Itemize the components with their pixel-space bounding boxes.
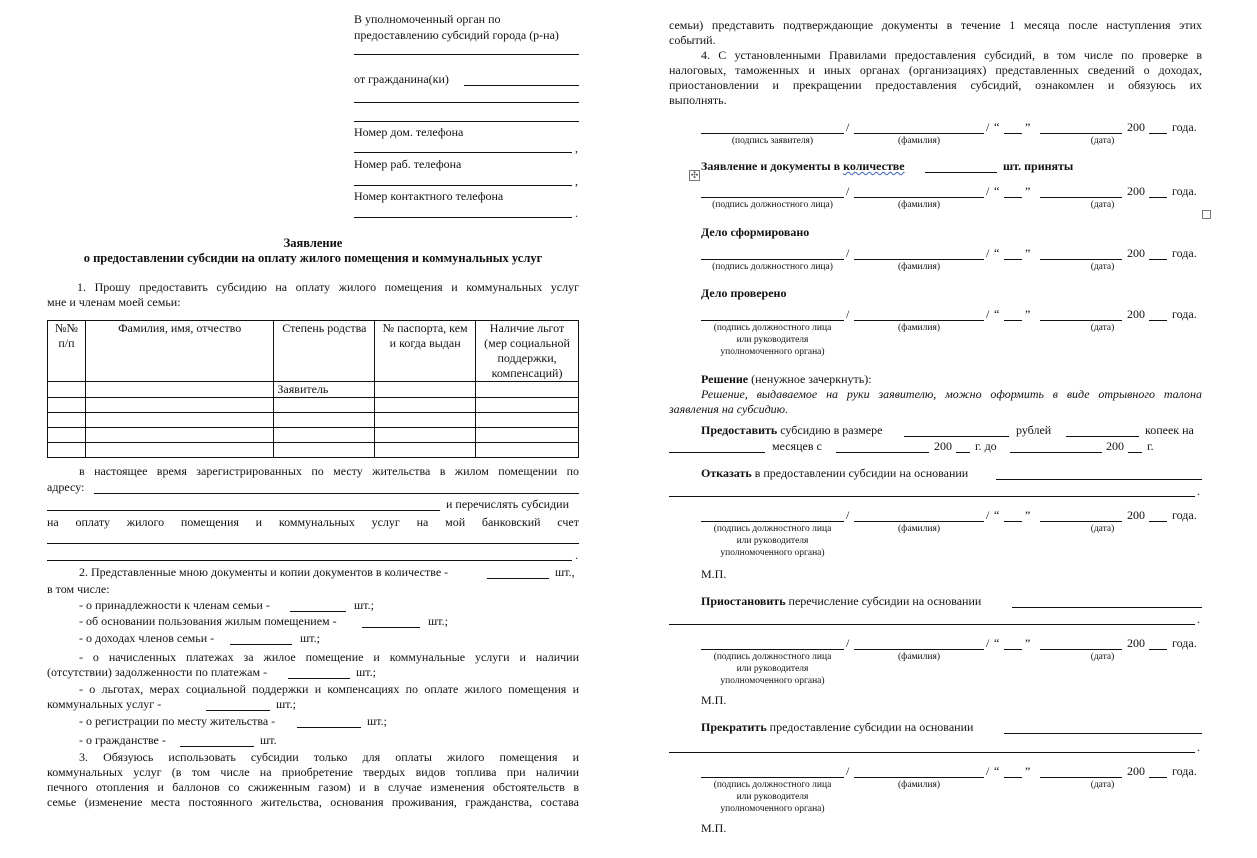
quote: ”: [1025, 508, 1031, 522]
grant-amount-field[interactable]: [904, 436, 1009, 437]
resize-handle-icon[interactable]: [1202, 210, 1211, 219]
col-number: №№ п/п: [48, 321, 86, 382]
debt-line1: - о начисленных платежах за жилое помещение и коммунальные услуги и наличии: [79, 650, 579, 664]
signature-field[interactable]: [701, 777, 844, 778]
p4-line2: налоговых, таможенных и иных органах (организациях) представленных сведений о доходах,: [669, 63, 1202, 77]
start-date-field[interactable]: [836, 452, 929, 453]
family-table: [47, 320, 579, 458]
signature-field[interactable]: [701, 649, 844, 650]
p3-line2: коммунальных услуг (в том числе на приобретение твердых видов топлива при наличии: [47, 765, 579, 779]
phone-home-label: Номер дом. телефона: [354, 125, 464, 139]
signature-field[interactable]: [701, 259, 844, 260]
slash: /: [846, 636, 850, 650]
phone-contact-field[interactable]: [354, 217, 572, 218]
case-formed-label: Дело сформировано: [701, 225, 810, 239]
year-field[interactable]: [1149, 259, 1167, 260]
docs-accepted-count-field[interactable]: [925, 172, 997, 173]
signature-caption: или руководителя: [736, 335, 809, 345]
citizen-name-field-2[interactable]: [354, 102, 579, 103]
slash: /: [846, 120, 850, 134]
item-income-field[interactable]: [230, 644, 292, 645]
surname-caption: (фамилия): [898, 262, 940, 272]
docs-accepted-label: Заявление и документы в количестве: [701, 159, 905, 173]
date-caption: (дата): [1090, 652, 1115, 662]
col-passport: № паспорта, кем и когда выдан: [375, 321, 476, 382]
signature-caption: (подпись должностного лица: [713, 524, 832, 534]
month-field[interactable]: [1040, 133, 1122, 134]
day-field[interactable]: [1004, 649, 1022, 650]
quote: ”: [1025, 246, 1031, 260]
year-label: года.: [1172, 120, 1197, 134]
signature-field[interactable]: [701, 133, 844, 134]
to-org-line1: В уполномоченный орган по: [354, 12, 501, 26]
slash: /: [986, 508, 990, 522]
date-caption: (дата): [1090, 323, 1115, 333]
quote: ”: [1025, 120, 1031, 134]
p3-line3: печного отопления и баллонов со сжиженным газом) и в случае изменения обстоятельств в: [47, 780, 579, 794]
quote: “: [994, 307, 1000, 321]
table-row: [48, 413, 579, 428]
col-relation: Степень родства: [274, 321, 375, 382]
slash: /: [986, 764, 990, 778]
item-citizenship-field[interactable]: [180, 746, 254, 747]
signature-caption: уполномоченного органа): [720, 347, 825, 357]
date-caption: (дата): [1090, 262, 1115, 272]
pcs-label: шт.;: [276, 697, 296, 711]
quote: “: [994, 120, 1000, 134]
day-field[interactable]: [1004, 320, 1022, 321]
quote: “: [994, 764, 1000, 778]
dot: .: [575, 206, 578, 220]
signature-caption: или руководителя: [736, 664, 809, 674]
year-end-label: г.: [1147, 439, 1154, 453]
p4-line4: выполнять.: [669, 93, 727, 107]
year-label: года.: [1172, 246, 1197, 260]
signature-caption: (подпись должностного лица): [712, 200, 833, 210]
docs-count-field[interactable]: [487, 578, 549, 579]
kopecks-label: копеек на: [1145, 423, 1194, 437]
year-prefix: 200: [1127, 184, 1145, 198]
stamp-place-label: М.П.: [701, 567, 727, 581]
year-prefix: 200: [1127, 764, 1145, 778]
quote: “: [994, 184, 1000, 198]
suspend-label: Приостановить перечисление субсидии на основании: [701, 594, 982, 608]
year-prefix: 200: [1127, 508, 1145, 522]
item-housing: - об основании пользования жилым помещением -: [79, 614, 337, 628]
surname-caption: (фамилия): [898, 323, 940, 333]
date-caption: (дата): [1090, 780, 1115, 790]
p1-line1: 1. Прошу предоставить субсидию на оплату жилого помещения и коммунальных услуг: [77, 280, 579, 294]
surname-caption: (фамилия): [898, 524, 940, 534]
comma: ,: [575, 174, 578, 188]
dot: .: [1197, 612, 1200, 626]
signature-caption: (подпись должностного лица: [713, 780, 832, 790]
dot: .: [1197, 484, 1200, 498]
year-prefix: 200: [1106, 439, 1124, 453]
col-benefits: Наличие льгот (мер социальной поддержки, компенсаций): [476, 321, 579, 382]
day-field[interactable]: [1004, 197, 1022, 198]
from-citizen-label: от гражданина(ки): [354, 72, 449, 86]
registration-line2: адресу:: [47, 480, 85, 494]
comma: ,: [575, 141, 578, 155]
month-field[interactable]: [1040, 649, 1122, 650]
refuse-label: Отказать в предоставлении субсидии на основании: [701, 466, 969, 480]
debt-line2: (отсутствии) задолженности по платежам -: [47, 665, 268, 679]
month-field[interactable]: [1040, 320, 1122, 321]
slash: /: [986, 120, 990, 134]
item-registration: - о регистрации по месту жительства -: [79, 714, 276, 728]
signature-caption: (подпись должностного лица): [712, 262, 833, 272]
slash: /: [846, 246, 850, 260]
benefit-line2: коммунальных услуг -: [47, 697, 162, 711]
quote: “: [994, 508, 1000, 522]
slash: /: [846, 307, 850, 321]
year-prefix: 200: [1127, 246, 1145, 260]
address-field[interactable]: [94, 493, 579, 494]
item-citizenship: - о гражданстве -: [79, 733, 166, 747]
stop-reason-field[interactable]: [1004, 733, 1202, 734]
dot: .: [1197, 740, 1200, 754]
table-row: [48, 382, 579, 398]
debt-field[interactable]: [288, 678, 350, 679]
year-field[interactable]: [1149, 777, 1167, 778]
to-org-line2: предоставлению субсидий города (р-на): [354, 28, 559, 42]
months-field[interactable]: [669, 452, 765, 453]
stop-label: Прекратить предоставление субсидии на основании: [701, 720, 974, 734]
quote: “: [994, 246, 1000, 260]
phone-home-field[interactable]: [354, 152, 572, 153]
pcs-label: шт.;: [300, 631, 320, 645]
signature-caption: (подпись заявителя): [731, 136, 814, 146]
document-title: Заявление: [283, 236, 343, 250]
item-income: - о доходах членов семьи -: [79, 631, 215, 645]
quote: ”: [1025, 307, 1031, 321]
citizen-name-field-3[interactable]: [354, 121, 579, 122]
benefit-line1: - о льготах, мерах социальной поддержки и компенсациях по оплате жилого помещения и: [79, 682, 579, 696]
signature-caption: уполномоченного органа): [720, 676, 825, 686]
signature-caption: или руководителя: [736, 792, 809, 802]
docs-accepted-pcs: шт. приняты: [1003, 159, 1074, 173]
date-caption: (дата): [1090, 136, 1115, 146]
pcs-label: шт.: [260, 733, 277, 747]
pcs-label: шт.;: [367, 714, 387, 728]
stamp-place-label: М.П.: [701, 821, 727, 835]
surname-caption: (фамилия): [898, 780, 940, 790]
decision-note-line2: заявления на субсидию.: [669, 402, 789, 416]
month-field[interactable]: [1040, 777, 1122, 778]
year-prefix: 200: [934, 439, 952, 453]
slash: /: [986, 307, 990, 321]
dot: .: [575, 548, 578, 562]
grant-label: Предоставить субсидию в размере: [701, 423, 883, 437]
bank-account-field-2[interactable]: [47, 560, 572, 561]
year-field[interactable]: [1149, 133, 1167, 134]
surname-field[interactable]: [854, 521, 984, 522]
table-row: [48, 428, 579, 443]
surname-caption: (фамилия): [898, 200, 940, 210]
item-housing-field[interactable]: [362, 627, 420, 628]
transfer-label: и перечислять субсидии: [446, 497, 570, 511]
date-caption: (дата): [1090, 524, 1115, 534]
item-family-field[interactable]: [290, 611, 346, 612]
signature-caption: или руководителя: [736, 536, 809, 546]
year-field[interactable]: [1149, 197, 1167, 198]
year-prefix: 200: [1127, 120, 1145, 134]
year-label: года.: [1172, 307, 1197, 321]
document-subtitle: о предоставлении субсидии на оплату жилого помещения и коммунальных услуг: [83, 251, 543, 265]
surname-field[interactable]: [854, 259, 984, 260]
day-field[interactable]: [1004, 133, 1022, 134]
phone-contact-label: Номер контактного телефона: [354, 189, 504, 203]
pcs-label: шт.,: [555, 565, 575, 579]
decision-label: Решение (ненужное зачеркнуть):: [701, 372, 872, 386]
end-date-field[interactable]: [1010, 452, 1102, 453]
slash: /: [986, 184, 990, 198]
year-label: года.: [1172, 508, 1197, 522]
citizen-name-field[interactable]: [464, 85, 579, 86]
pcs-label: шт.;: [354, 598, 374, 612]
day-field[interactable]: [1004, 259, 1022, 260]
start-year-field[interactable]: [956, 452, 970, 453]
slash: /: [986, 246, 990, 260]
year-prefix: 200: [1127, 636, 1145, 650]
col-full-name: Фамилия, имя, отчество: [85, 321, 274, 382]
year-to-label: г. до: [975, 439, 997, 453]
address-field-2[interactable]: [47, 510, 440, 511]
quote: ”: [1025, 636, 1031, 650]
p2-line1: 2. Представленные мною документы и копии документов в количестве -: [79, 565, 449, 579]
surname-field[interactable]: [854, 649, 984, 650]
quote: “: [994, 636, 1000, 650]
surname-field[interactable]: [854, 133, 984, 134]
quote: ”: [1025, 764, 1031, 778]
signature-field[interactable]: [701, 320, 844, 321]
month-field[interactable]: [1040, 197, 1122, 198]
stop-reason-field-2[interactable]: [669, 752, 1195, 753]
cont-line2: событий.: [669, 33, 716, 47]
year-field[interactable]: [1149, 320, 1167, 321]
p3-line1: 3. Обязуюсь использовать субсидии только для оплаты жилого помещения и: [79, 750, 579, 764]
surname-caption: (фамилия): [898, 652, 940, 662]
year-prefix: 200: [1127, 307, 1145, 321]
table-row: [48, 443, 579, 458]
surname-field[interactable]: [854, 320, 984, 321]
surname-field[interactable]: [854, 777, 984, 778]
year-label: года.: [1172, 764, 1197, 778]
signature-caption: (подпись должностного лица: [713, 323, 832, 333]
applicant-cell: Заявитель: [274, 382, 375, 398]
registration-line1: в настоящее время зарегистрированных по месту жительства в жилом помещении по: [79, 464, 579, 478]
suspend-reason-field[interactable]: [1012, 607, 1202, 608]
benefit-field[interactable]: [206, 710, 270, 711]
item-registration-field[interactable]: [297, 727, 361, 728]
months-label: месяцев с: [772, 439, 822, 453]
signature-field[interactable]: [701, 521, 844, 522]
surname-field[interactable]: [854, 197, 984, 198]
org-name-field[interactable]: [354, 54, 579, 55]
signature-field[interactable]: [701, 197, 844, 198]
kopecks-field[interactable]: [1066, 436, 1139, 437]
year-field[interactable]: [1149, 521, 1167, 522]
p2-line2: в том числе:: [47, 582, 110, 596]
surname-caption: (фамилия): [898, 136, 940, 146]
pcs-label: шт.;: [356, 665, 376, 679]
slash: /: [846, 184, 850, 198]
bank-account-field[interactable]: [47, 543, 579, 544]
cont-line1: семьи) представить подтверждающие документы в течение 1 месяца после наступления этих: [669, 18, 1202, 32]
move-handle-icon[interactable]: ✣: [690, 170, 699, 180]
item-family: - о принадлежности к членам семьи -: [79, 598, 270, 612]
date-caption: (дата): [1090, 200, 1115, 210]
day-field[interactable]: [1004, 521, 1022, 522]
quote: ”: [1025, 184, 1031, 198]
phone-work-label: Номер раб. телефона: [354, 157, 462, 171]
suspend-reason-field-2[interactable]: [669, 624, 1195, 625]
slash: /: [986, 636, 990, 650]
case-checked-label: Дело проверено: [701, 286, 787, 300]
stamp-place-label: М.П.: [701, 693, 727, 707]
slash: /: [846, 508, 850, 522]
rubles-label: рублей: [1016, 423, 1052, 437]
p4-line1: 4. С установленными Правилами предоставления субсидий, в том числе по проверке в: [701, 48, 1202, 62]
refuse-reason-field-2[interactable]: [669, 496, 1195, 497]
p1-line2: мне и членам моей семьи:: [47, 295, 181, 309]
day-field[interactable]: [1004, 777, 1022, 778]
year-label: года.: [1172, 184, 1197, 198]
refuse-reason-field[interactable]: [996, 479, 1202, 480]
slash: /: [846, 764, 850, 778]
signature-caption: уполномоченного органа): [720, 548, 825, 558]
p3-line4: семье (изменение места постоянного жительства, основания проживания, гражданства, состава: [47, 795, 579, 809]
phone-work-field[interactable]: [354, 185, 572, 186]
year-field[interactable]: [1149, 649, 1167, 650]
month-field[interactable]: [1040, 259, 1122, 260]
month-field[interactable]: [1040, 521, 1122, 522]
signature-caption: (подпись должностного лица: [713, 652, 832, 662]
decision-note-line1: Решение, выдаваемое на руки заявителю, можно оформить в виде отрывного талона: [701, 387, 1202, 401]
signature-caption: уполномоченного органа): [720, 804, 825, 814]
year-label: года.: [1172, 636, 1197, 650]
p4-line3: приостановлении и прекращении предоставления субсидий, ознакомлен и обязуюсь их: [669, 78, 1202, 92]
pcs-label: шт.;: [428, 614, 448, 628]
bank-account-line: на оплату жилого помещения и коммунальных услуг на мой банковский счет: [47, 515, 579, 529]
table-row: [48, 398, 579, 413]
end-year-field[interactable]: [1128, 452, 1142, 453]
